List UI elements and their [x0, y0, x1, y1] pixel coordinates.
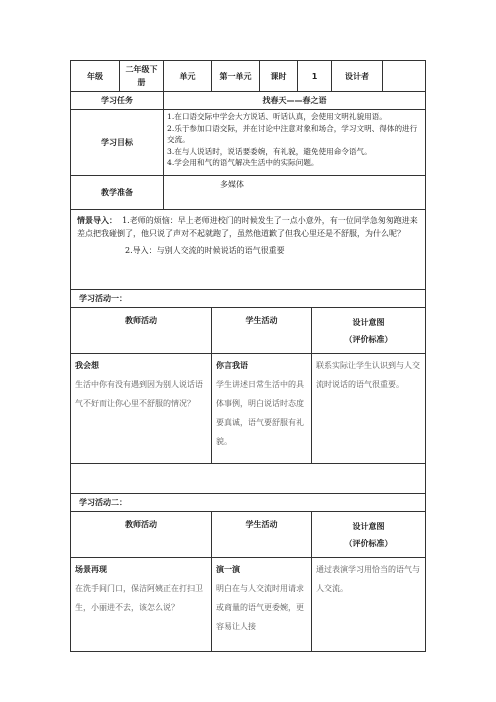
activity1-intent-header	[312, 308, 426, 354]
activity1-teacher-title: 我会想	[75, 361, 99, 370]
activity1-title: 学习活动一：	[71, 290, 426, 308]
header-row	[71, 61, 426, 92]
activity1-content-row	[71, 354, 426, 464]
period-label: 课时	[260, 61, 298, 92]
activity1-teacher-cell	[71, 354, 212, 464]
activity1-student-cell	[212, 354, 312, 464]
objective-item: 2.乐于参加口语交际，并在讨论中注意对象和场合，学习文明、得体的进行交流。	[167, 123, 418, 144]
activity2-teacher-cell	[71, 558, 212, 652]
activity2-student-header: 学生活动	[212, 512, 312, 558]
task-row	[71, 92, 426, 110]
activity2-content-row	[71, 558, 426, 652]
objectives-label: 学习目标	[71, 110, 164, 176]
task-value: 找春天——春之语	[164, 92, 426, 110]
activity2-intent-header-line1: 设计意图	[352, 522, 385, 531]
activity2-teacher-header: 教师活动	[71, 512, 212, 558]
activity2-student-title: 演一演	[216, 565, 240, 574]
activity1-spacer-row	[71, 464, 426, 494]
unit-value: 第一单元	[212, 61, 260, 92]
activity2-student-text: 明白在与人交流时用请求或商量的语气更委婉，更容易让人接	[216, 584, 304, 631]
activity1-spacer	[71, 464, 426, 494]
activity2-intent-header-line2: （评价标准）	[344, 539, 393, 548]
task-label: 学习任务	[71, 92, 164, 110]
designer-label: 设计者	[332, 61, 383, 92]
activity2-intent-header	[312, 512, 426, 558]
activity1-header-row	[71, 308, 426, 354]
objective-item: 3.在与人说话时，说话要委婉，有礼貌，避免使用命令语气。	[167, 146, 372, 156]
activity2-title: 学习活动二：	[71, 494, 426, 512]
objective-item: 1.在口语交际中学会大方说话、听话认真，会使用文明礼貌用语。	[167, 112, 387, 121]
activity2-title-row	[71, 494, 426, 512]
objective-item: 4.学会用和气的语气解决生活中的实际问题。	[167, 158, 319, 167]
activity1-intent-header-line2: （评价标准）	[344, 335, 393, 344]
activity2-intent-cell: 通过表演学习用恰当的语气与人交流。	[312, 558, 426, 652]
activity2-teacher-title: 场景再现	[75, 565, 107, 574]
intro-point-1: 1.老师的烦恼：早上老师进校门的时候发生了一点小意外，有一位同学急匆匆跑进来差点把我碰倒了，他只说了声对不起就跑了，虽然他道歉了但我心里还是不舒服，为什么呢？	[77, 216, 418, 238]
activity1-intent-header-line1: 设计意图	[352, 318, 385, 327]
activity1-teacher-text: 生活中你有没有遇到因为别人说话语气不好而让你心里不舒服的情况？	[75, 380, 203, 408]
grade-value: 二年级下册	[120, 61, 164, 92]
period-value: 1	[298, 61, 332, 92]
intro-point-2: 2.导入：与别人交流的时候说话的语气很重要	[125, 246, 285, 255]
activity1-teacher-header: 教师活动	[71, 308, 212, 354]
intro-title: 情景导入：	[77, 216, 117, 225]
activity2-student-cell	[212, 558, 312, 652]
activity2-header-row	[71, 512, 426, 558]
preparation-value: 多媒体	[164, 176, 426, 210]
intro-cell	[71, 210, 426, 290]
objectives-list	[164, 110, 426, 176]
activity1-title-row	[71, 290, 426, 308]
activity1-intent-cell: 联系实际让学生认识到与人交流时说话的语气很重要。	[312, 354, 426, 464]
designer-value	[383, 61, 426, 92]
objectives-row	[71, 110, 426, 176]
activity2-teacher-text: 在洗手间门口，保洁阿姨正在打扫卫生，小丽进不去，该怎么说？	[75, 584, 203, 612]
grade-label: 年级	[71, 61, 120, 92]
activity1-student-header: 学生活动	[212, 308, 312, 354]
activity1-student-text: 学生讲述日常生活中的具体事例，明白说话时态度要真诚，语气要舒服有礼貌。	[216, 380, 304, 446]
activity1-student-title: 你言我语	[216, 361, 248, 370]
intro-row	[71, 210, 426, 290]
unit-label: 单元	[164, 61, 212, 92]
lesson-plan-table	[70, 60, 426, 652]
preparation-row	[71, 176, 426, 210]
preparation-label: 教学准备	[71, 176, 164, 210]
